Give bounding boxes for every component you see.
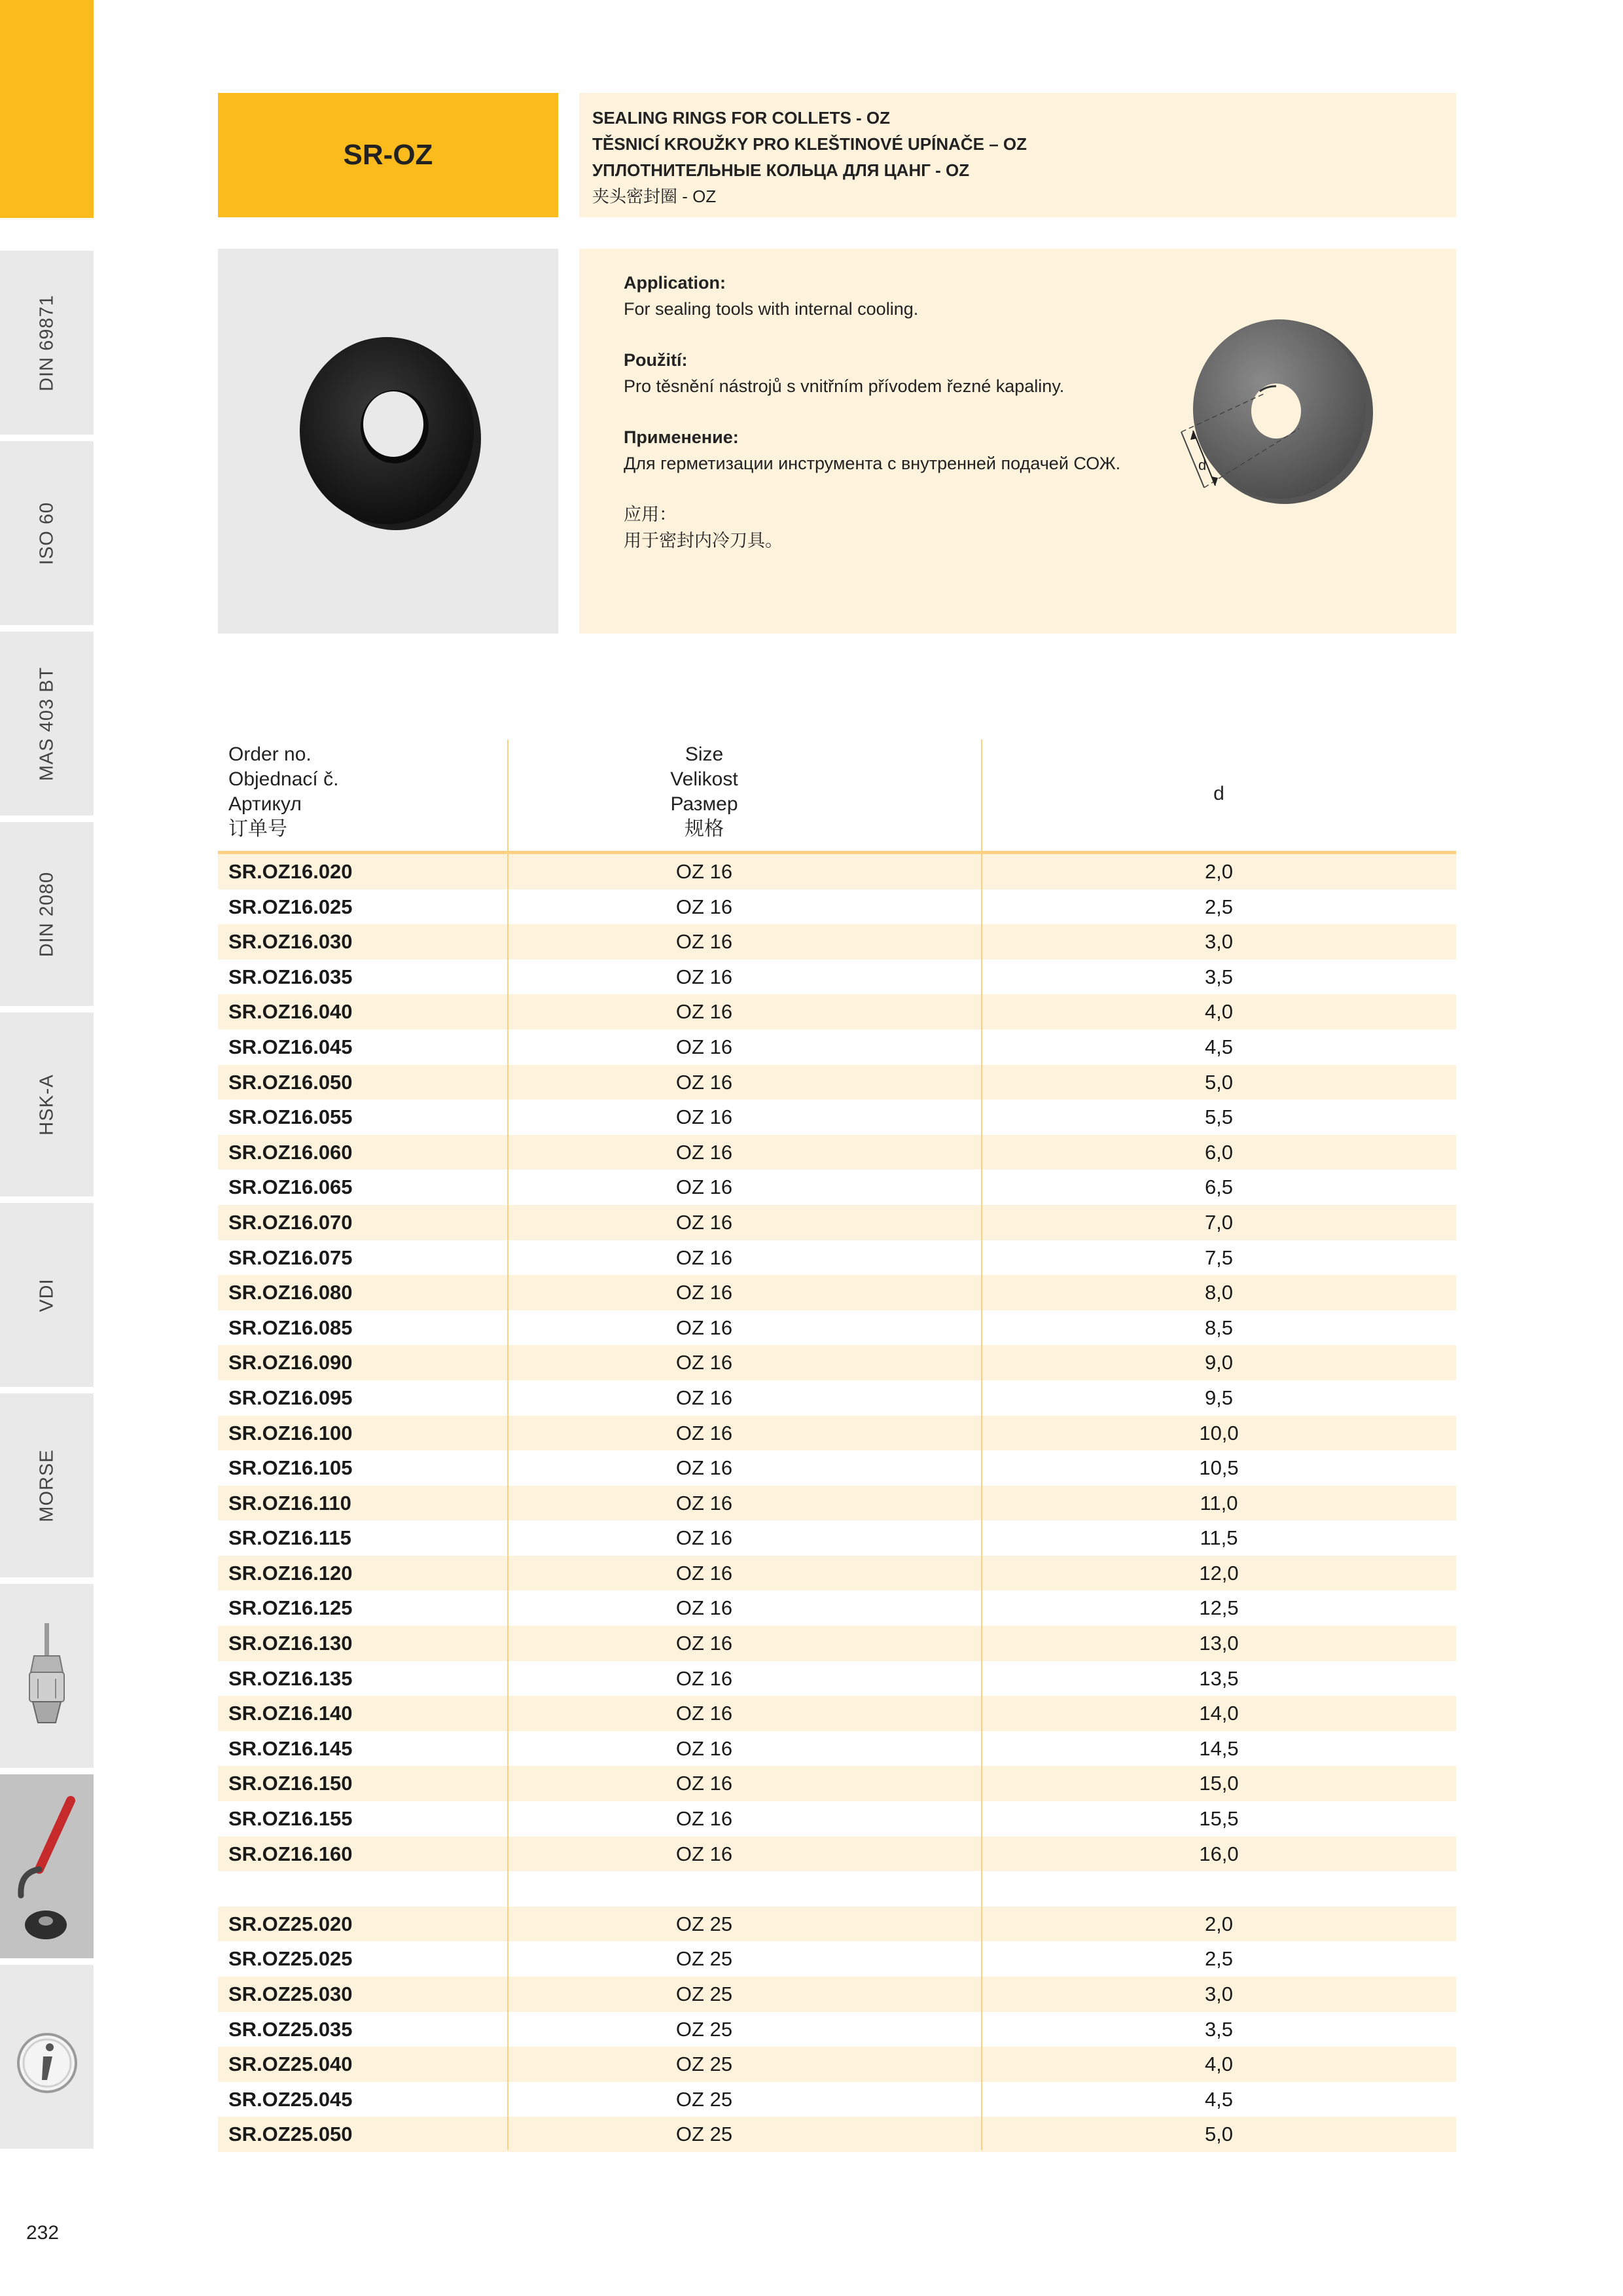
- sidebar-tab-accessories[interactable]: [0, 1771, 94, 1958]
- subtitle-line-cz: TĚSNICÍ KROUŽKY PRO KLEŠTINOVÉ UPÍNAČE – OZ: [592, 134, 1027, 154]
- table-row: [218, 1170, 1456, 1205]
- cell-order-no: SR.OZ16.090: [228, 1351, 353, 1374]
- cell-order-no: SR.OZ25.030: [228, 1982, 353, 2005]
- cell-d: 15,0: [1199, 1772, 1239, 1795]
- sidebar-tab-info[interactable]: [0, 1962, 94, 2149]
- header-d: d: [1213, 783, 1224, 804]
- cell-d: 12,0: [1199, 1561, 1239, 1585]
- table-row: [218, 2047, 1456, 2082]
- subtitle-line-en: SEALING RINGS FOR COLLETS - OZ: [592, 108, 890, 128]
- table-row: [218, 1871, 1456, 1907]
- table-row: [218, 1520, 1456, 1556]
- column-divider: [981, 740, 982, 2150]
- header-size-ru: Размер: [670, 793, 738, 815]
- table-row: [218, 1801, 1456, 1837]
- drill-chuck-icon: [0, 1584, 94, 1771]
- cell-size: OZ 25: [675, 2123, 733, 2146]
- cell-d: 2,5: [1204, 1947, 1234, 1971]
- cell-d: 3,5: [1204, 965, 1234, 988]
- header-size-cn: 规格: [685, 818, 724, 840]
- table-row: [218, 1941, 1456, 1977]
- cell-order-no: SR.OZ16.055: [228, 1105, 353, 1129]
- subtitle-line-ru: УПЛОТНИТЕЛЬНЫЕ КОЛЬЦА ДЛЯ ЦАНГ - OZ: [592, 160, 970, 180]
- cell-d: 3,0: [1204, 1982, 1234, 2005]
- header-order-no-cz: Objednací č.: [228, 768, 339, 790]
- table-row: [218, 2012, 1456, 2047]
- page-number: 232: [26, 2222, 60, 2244]
- cell-order-no: SR.OZ16.025: [228, 895, 353, 918]
- sidebar-tab-din-69871[interactable]: [0, 247, 94, 435]
- table-row: [218, 1310, 1456, 1346]
- cell-d: 10,0: [1199, 1421, 1239, 1444]
- ring-technical-drawing: [1168, 314, 1391, 524]
- table-row: [218, 1345, 1456, 1380]
- table-row: [218, 1696, 1456, 1731]
- cell-size: OZ 16: [675, 1140, 733, 1164]
- cell-d: 7,5: [1204, 1246, 1234, 1269]
- table-row: [218, 2082, 1456, 2117]
- info-icon: [0, 1965, 94, 2152]
- cell-order-no: SR.OZ25.050: [228, 2123, 353, 2146]
- table-header: [218, 740, 1456, 854]
- cell-size: OZ 16: [675, 1351, 733, 1374]
- cell-size: OZ 16: [675, 1070, 733, 1094]
- cell-size: OZ 16: [675, 1596, 733, 1620]
- cell-size: OZ 16: [675, 965, 733, 988]
- cell-d: 11,5: [1200, 1526, 1238, 1550]
- header-order-no-cn: 订单号: [228, 818, 287, 840]
- table-row: [218, 854, 1456, 889]
- cell-order-no: SR.OZ16.045: [228, 1035, 353, 1058]
- sidebar-tab-label: DIN 2080: [36, 871, 57, 957]
- sidebar-tab-label: MAS 403 BT: [36, 666, 57, 781]
- cell-order-no: SR.OZ16.050: [228, 1070, 353, 1094]
- cell-d: 3,5: [1204, 2017, 1234, 2041]
- cell-order-no: SR.OZ16.080: [228, 1281, 353, 1304]
- sidebar-tab-hsk-a[interactable]: [0, 1009, 94, 1196]
- cell-order-no: SR.OZ16.120: [228, 1561, 353, 1585]
- cell-d: 8,0: [1204, 1281, 1234, 1304]
- table-row: [218, 1590, 1456, 1626]
- table-row: [218, 1626, 1456, 1661]
- cell-order-no: SR.OZ25.040: [228, 2053, 353, 2076]
- sidebar-tab-label: ISO 60: [36, 501, 57, 565]
- product-title: SR-OZ: [218, 93, 558, 217]
- cell-order-no: SR.OZ16.135: [228, 1666, 353, 1690]
- table-row: [218, 1065, 1456, 1100]
- wrench-ring-icon: [0, 1774, 94, 1962]
- table-row: [218, 1275, 1456, 1310]
- cell-size: OZ 16: [675, 1491, 733, 1515]
- table-row: [218, 1556, 1456, 1591]
- sidebar-tab-drill-chuck[interactable]: [0, 1581, 94, 1768]
- cell-d: 12,5: [1199, 1596, 1239, 1620]
- cell-order-no: SR.OZ16.125: [228, 1596, 353, 1620]
- cell-size: OZ 16: [675, 1632, 733, 1655]
- cell-size: OZ 16: [675, 930, 733, 954]
- cell-size: OZ 16: [675, 1000, 733, 1024]
- cell-size: OZ 16: [675, 1736, 733, 1760]
- table-row: [218, 889, 1456, 925]
- header-size: [508, 742, 901, 853]
- cell-size: OZ 16: [675, 1175, 733, 1199]
- drawing-dimension-label: d: [1198, 457, 1207, 473]
- product-subtitle: [579, 93, 1456, 217]
- header-order-no-ru: Артикул: [228, 793, 302, 815]
- sidebar-tab-din-2080[interactable]: [0, 819, 94, 1006]
- cell-order-no: SR.OZ16.110: [228, 1491, 351, 1515]
- cell-order-no: SR.OZ16.070: [228, 1210, 353, 1234]
- cell-d: 5,0: [1204, 2123, 1234, 2146]
- cell-size: OZ 16: [675, 1105, 733, 1129]
- cell-order-no: SR.OZ16.040: [228, 1000, 353, 1024]
- column-divider: [507, 740, 508, 2150]
- cell-size: OZ 16: [675, 1702, 733, 1725]
- cell-d: 15,5: [1199, 1807, 1239, 1831]
- table-row: [218, 1240, 1456, 1276]
- cell-d: 3,0: [1204, 930, 1234, 954]
- cell-d: 13,5: [1199, 1666, 1239, 1690]
- cell-size: OZ 16: [675, 1210, 733, 1234]
- cell-d: 7,0: [1204, 1210, 1234, 1234]
- cell-order-no: SR.OZ16.105: [228, 1456, 353, 1480]
- header-size-en: Size: [685, 744, 724, 765]
- table-body: [218, 854, 1456, 2152]
- cell-size: OZ 16: [675, 1772, 733, 1795]
- cell-d: 13,0: [1199, 1632, 1239, 1655]
- cell-d: 5,0: [1204, 1070, 1234, 1094]
- application-text: Pro těsnění nástrojů s vnitřním přívodem řezné kapaliny.: [624, 376, 1065, 396]
- cell-order-no: SR.OZ16.145: [228, 1736, 353, 1760]
- cell-size: OZ 25: [675, 1912, 733, 1935]
- sidebar-tab-morse[interactable]: [0, 1390, 94, 1577]
- header-size-cz: Velikost: [670, 768, 738, 790]
- cell-size: OZ 25: [675, 1947, 733, 1971]
- header-order-no: [228, 742, 338, 853]
- table-row: [218, 1100, 1456, 1135]
- cell-d: 4,0: [1204, 2053, 1234, 2076]
- cell-size: OZ 16: [675, 1842, 733, 1865]
- cell-size: OZ 16: [675, 1246, 733, 1269]
- cell-size: OZ 16: [675, 1561, 733, 1585]
- sidebar-accent-block: [0, 0, 94, 218]
- table-row: [218, 1661, 1456, 1696]
- cell-d: 6,0: [1204, 1140, 1234, 1164]
- sidebar-tab-label: HSK-A: [36, 1073, 57, 1136]
- cell-order-no: SR.OZ16.160: [228, 1842, 353, 1865]
- sidebar-tab-label: DIN 69871: [36, 294, 57, 391]
- cell-size: OZ 16: [675, 1386, 733, 1409]
- sidebar-tab-vdi[interactable]: [0, 1200, 94, 1387]
- product-table: [218, 740, 1456, 2152]
- cell-order-no: SR.OZ25.025: [228, 1947, 353, 1971]
- cell-order-no: SR.OZ25.035: [228, 2017, 353, 2041]
- table-row: [218, 1731, 1456, 1767]
- cell-d: 9,5: [1204, 1386, 1234, 1409]
- cell-size: OZ 16: [675, 1035, 733, 1058]
- cell-d: 8,5: [1204, 1316, 1234, 1339]
- table-row: [218, 1380, 1456, 1416]
- sidebar-tab-iso-60[interactable]: [0, 438, 94, 625]
- cell-d: 16,0: [1199, 1842, 1239, 1865]
- table-row: [218, 1766, 1456, 1801]
- cell-order-no: SR.OZ16.030: [228, 930, 353, 954]
- cell-size: OZ 16: [675, 1807, 733, 1831]
- cell-order-no: SR.OZ16.065: [228, 1175, 353, 1199]
- cell-d: 9,0: [1204, 1351, 1234, 1374]
- header-order-no-en: Order no.: [228, 744, 312, 765]
- table-row: [218, 1907, 1456, 1942]
- table-row: [218, 1977, 1456, 2012]
- application-text: 用于密封内冷刀具。: [624, 531, 783, 550]
- cell-d: 11,0: [1200, 1491, 1238, 1515]
- cell-order-no: SR.OZ16.155: [228, 1807, 353, 1831]
- cell-order-no: SR.OZ16.130: [228, 1632, 353, 1655]
- cell-size: OZ 16: [675, 1421, 733, 1444]
- cell-size: OZ 25: [675, 1982, 733, 2005]
- cell-d: 4,5: [1204, 1035, 1234, 1058]
- cell-order-no: SR.OZ16.035: [228, 965, 353, 988]
- cell-d: 2,0: [1204, 860, 1234, 883]
- table-row: [218, 1837, 1456, 1872]
- cell-order-no: SR.OZ25.020: [228, 1912, 353, 1935]
- cell-d: 14,5: [1199, 1736, 1239, 1760]
- cell-d: 2,0: [1204, 1912, 1234, 1935]
- table-row: [218, 1135, 1456, 1170]
- cell-size: OZ 16: [675, 860, 733, 883]
- application-heading: Použití:: [624, 350, 688, 370]
- sealing-ring-photo-icon: [218, 249, 558, 634]
- application-text: For sealing tools with internal cooling.: [624, 299, 919, 319]
- cell-size: OZ 16: [675, 1526, 733, 1550]
- application-heading: Application:: [624, 273, 726, 293]
- cell-d: 14,0: [1199, 1702, 1239, 1725]
- cell-size: OZ 25: [675, 2017, 733, 2041]
- cell-size: OZ 16: [675, 1666, 733, 1690]
- cell-order-no: SR.OZ16.100: [228, 1421, 353, 1444]
- table-row: [218, 1416, 1456, 1451]
- cell-size: OZ 25: [675, 2087, 733, 2111]
- cell-order-no: SR.OZ25.045: [228, 2087, 353, 2111]
- application-heading: Применение:: [624, 427, 739, 447]
- table-row: [218, 1486, 1456, 1521]
- cell-d: 2,5: [1204, 895, 1234, 918]
- cell-size: OZ 25: [675, 2053, 733, 2076]
- cell-size: OZ 16: [675, 895, 733, 918]
- sidebar-tab-label: MORSE: [36, 1448, 57, 1522]
- subtitle-line-cn: 夹头密封圈 - OZ: [592, 187, 717, 206]
- cell-d: 6,5: [1204, 1175, 1234, 1199]
- cell-d: 5,5: [1204, 1105, 1234, 1129]
- application-heading: 应用：: [624, 505, 677, 524]
- cell-order-no: SR.OZ16.140: [228, 1702, 353, 1725]
- cell-d: 4,0: [1204, 1000, 1234, 1024]
- sidebar-tab-mas-403-bt[interactable]: [0, 628, 94, 816]
- cell-size: OZ 16: [675, 1456, 733, 1480]
- cell-d: 10,5: [1199, 1456, 1239, 1480]
- cell-order-no: SR.OZ16.115: [228, 1526, 351, 1550]
- table-row: [218, 1205, 1456, 1240]
- cell-order-no: SR.OZ16.150: [228, 1772, 353, 1795]
- cell-order-no: SR.OZ16.085: [228, 1316, 353, 1339]
- table-row: [218, 960, 1456, 995]
- cell-order-no: SR.OZ16.020: [228, 860, 353, 883]
- table-row: [218, 994, 1456, 1030]
- sidebar-tab-label: VDI: [36, 1278, 57, 1312]
- cell-order-no: SR.OZ16.075: [228, 1246, 353, 1269]
- table-row: [218, 1030, 1456, 1065]
- application-text: Для герметизации инструмента с внутренней подачей СОЖ.: [624, 454, 1121, 473]
- product-photo: [218, 249, 558, 634]
- sidebar-nav: [0, 0, 94, 2176]
- cell-size: OZ 16: [675, 1281, 733, 1304]
- cell-order-no: SR.OZ16.095: [228, 1386, 353, 1409]
- cell-order-no: SR.OZ16.060: [228, 1140, 353, 1164]
- cell-size: OZ 16: [675, 1316, 733, 1339]
- table-row: [218, 2117, 1456, 2152]
- table-row: [218, 1450, 1456, 1486]
- cell-d: 4,5: [1204, 2087, 1234, 2111]
- table-row: [218, 924, 1456, 960]
